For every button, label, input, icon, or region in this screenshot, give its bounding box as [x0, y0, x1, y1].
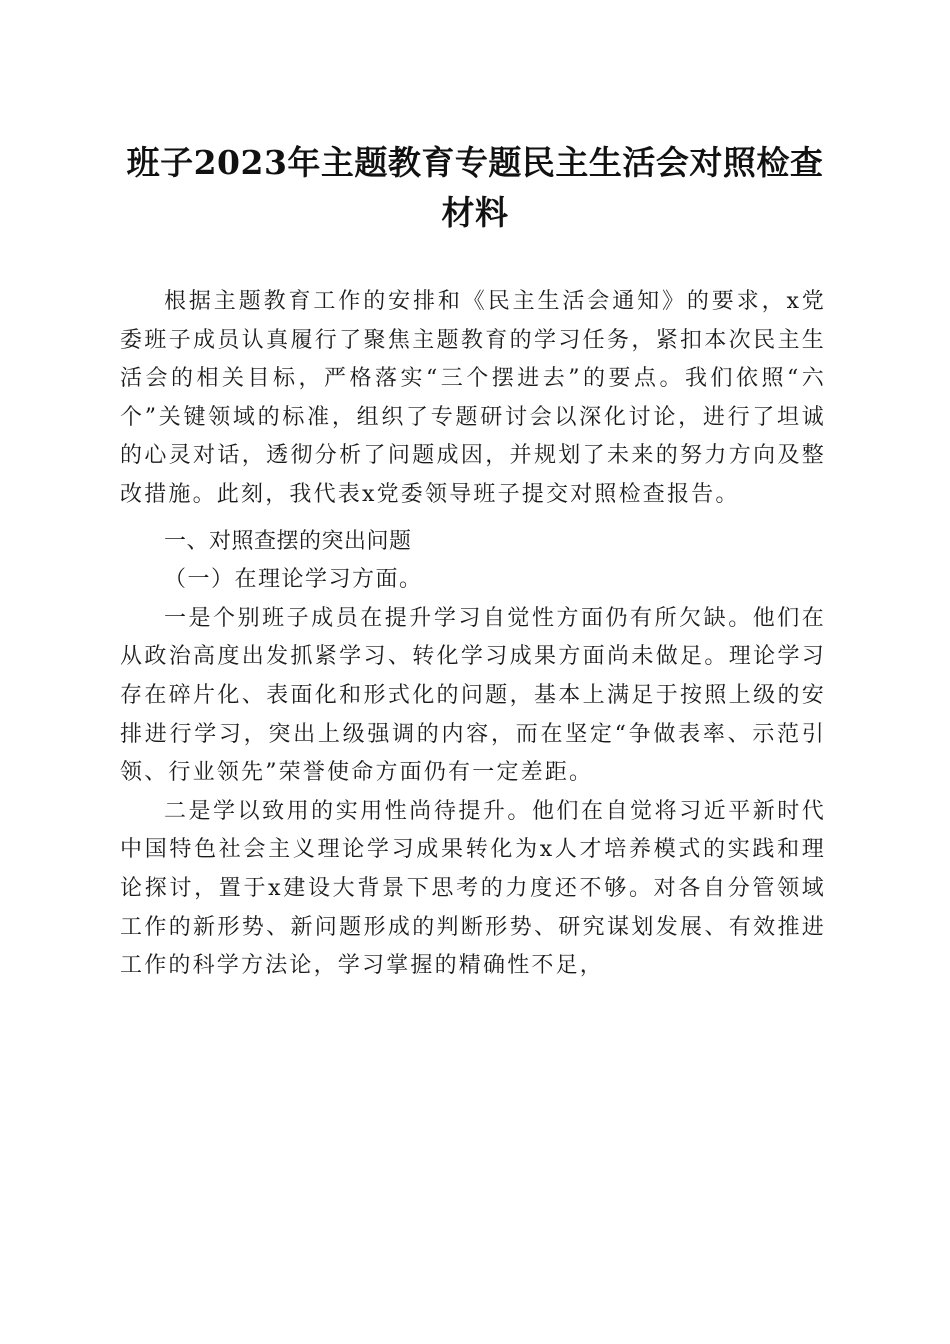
- problem-item-1: [120, 600, 826, 793]
- problem-item-2: [120, 793, 826, 986]
- subsection-heading: （一）在理论学习方面。: [164, 567, 423, 593]
- problem-item-1-text: 他们在从政治高度出发抓紧学习、转化学习成果方面尚未做足。理论学习存在碎片化、表面化和形式化的问题，基本上满足于按照上级的安排进行学习，突出上级强调的内容，而在坚定“争做表率、示范引领、行业领先”荣誉使命方面仍有一定差距。: [120, 605, 826, 786]
- problem-item-2-text: 他们在自觉将习近平新时代中国特色社会主义理论学习成果转化为x人才培养模式的实践和理论探讨，置于x建设大背景下思考的力度还不够。对各自分管领域工作的新形势、新问题形成的判断形势、研究谋划发展、有效推进工作的科学方法论，学习掌握的精确性不足，: [120, 798, 826, 979]
- problem-item-2-lead: 二是学以致用的实用性尚待提升。: [164, 798, 532, 824]
- section-heading: 一、对照查摆的突出问题: [164, 528, 412, 554]
- document-title: 班子2023年主题教育专题民主生活会对照检查材料: [126, 143, 824, 232]
- document-body: [120, 283, 826, 986]
- problem-item-1-lead: 一是个别班子成员在提升学习自觉性方面仍有所欠缺。: [164, 605, 753, 631]
- intro-paragraph: 根据主题教育工作的安排和《民主生活会通知》的要求，x党委班子成员认真履行了聚焦主题教育的学习任务，紧扣本次民主生活会的相关目标，严格落实“三个摆进去”的要点。我们依照“六个”关键领域的标准，组织了专题研讨会以深化讨论，进行了坦诚的心灵对话，透彻分析了问题成因，并规划了未来的努力方向及整改措施。此刻，我代表x党委领导班子提交对照检查报告。: [120, 289, 826, 507]
